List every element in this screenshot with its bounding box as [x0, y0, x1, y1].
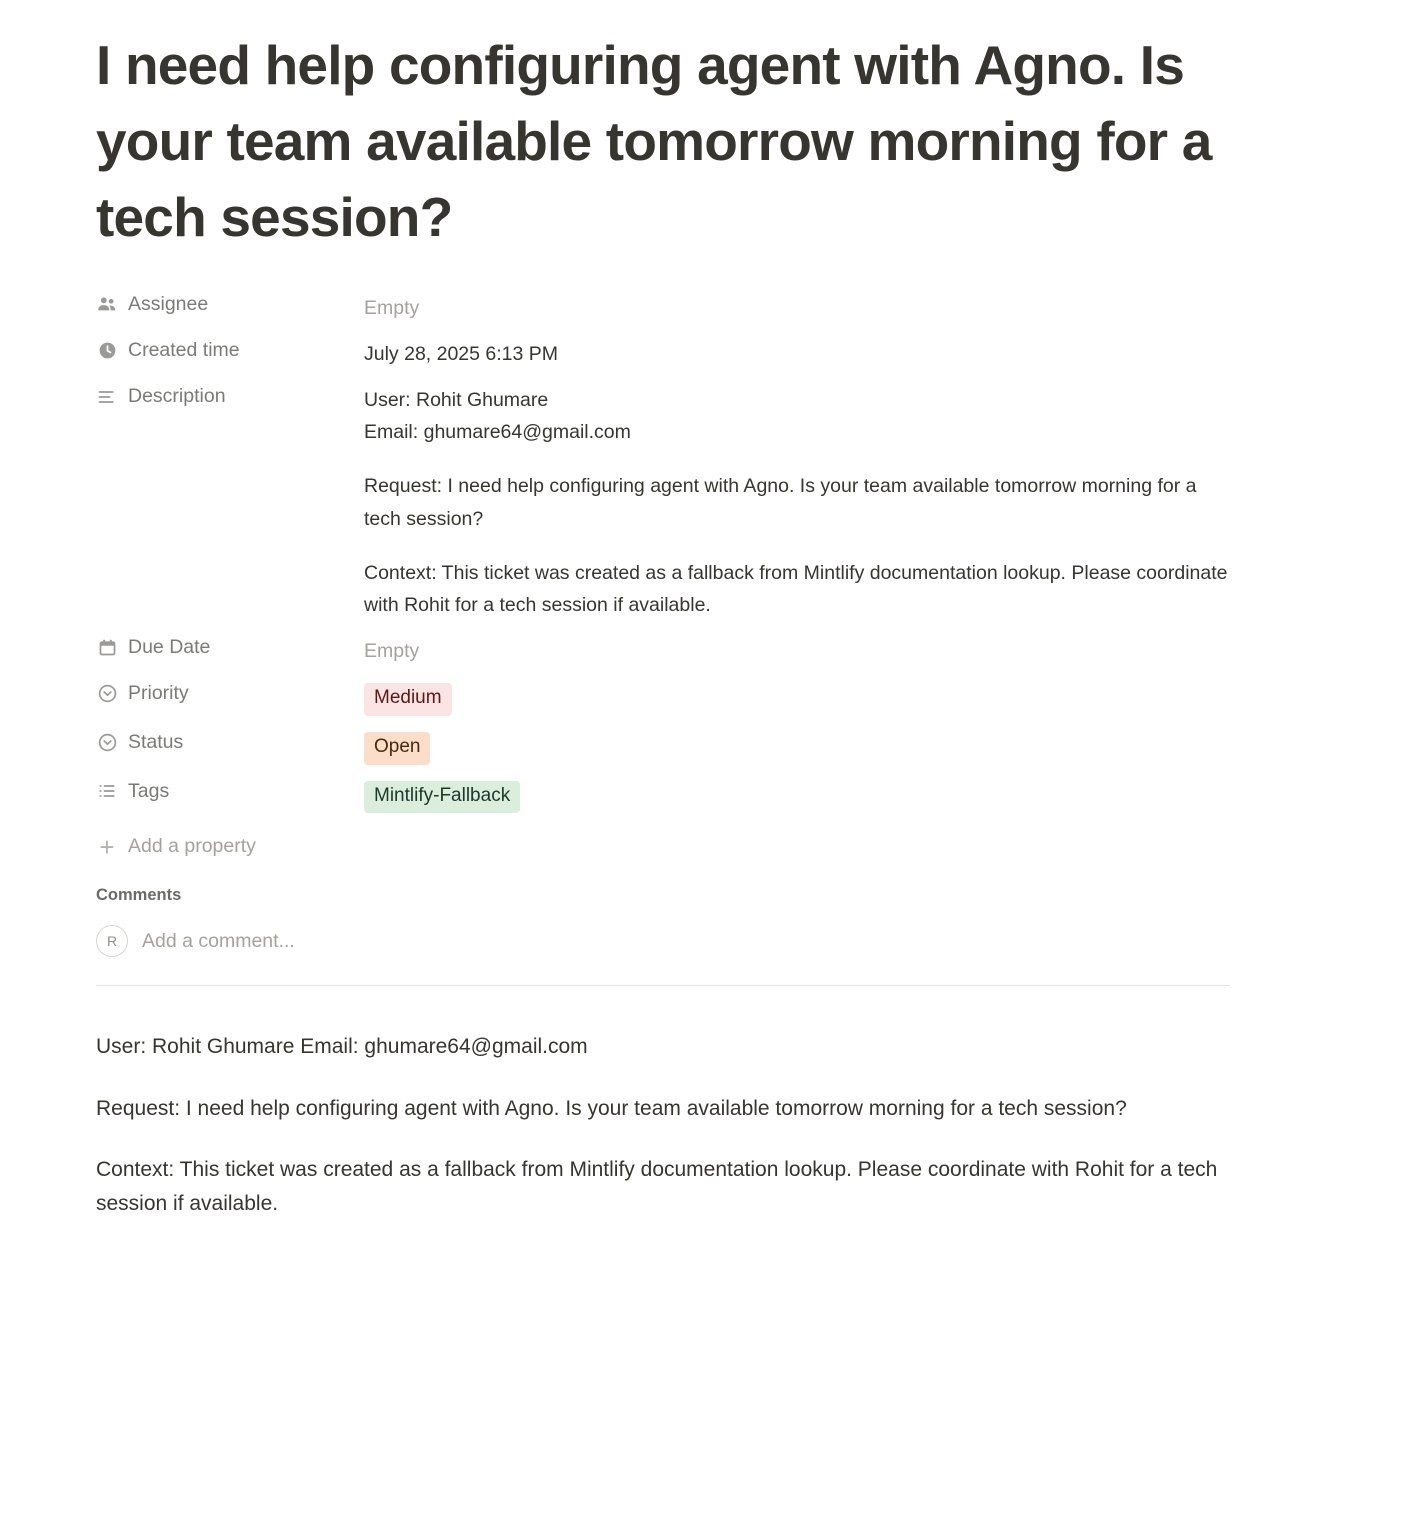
property-label-due-date — [96, 633, 364, 659]
property-label-text: Created time — [128, 338, 240, 361]
property-label-text: Assignee — [128, 292, 209, 315]
property-label-status — [96, 728, 364, 754]
property-value-description[interactable] — [364, 382, 1320, 621]
tag-badge[interactable]: Mintlify-Fallback — [364, 781, 520, 814]
description-context: Context: This ticket was created as a fallback from Mintlify documentation lookup. Please coordinate with Rohit for a tech session if available. — [364, 561, 1228, 616]
property-row-priority[interactable] — [96, 679, 1320, 716]
property-label-created-time — [96, 336, 364, 362]
property-list — [96, 290, 1320, 814]
body-email-line: Email: ghumare64@gmail.com — [300, 1035, 588, 1059]
property-value-created-time[interactable]: July 28, 2025 6:13 PM — [364, 342, 559, 365]
property-value-status[interactable] — [364, 728, 1320, 765]
property-row-assignee[interactable] — [96, 290, 1320, 324]
property-row-created-time[interactable] — [96, 336, 1320, 370]
body-context: Context: This ticket was created as a fallback from Mintlify documentation lookup. Please coordinate with Rohit for a tech session if available. — [96, 1158, 1218, 1216]
add-comment-row[interactable] — [96, 919, 1320, 967]
add-property-button[interactable] — [96, 831, 1320, 862]
clock-icon — [96, 339, 118, 361]
add-property-label: Add a property — [128, 835, 256, 858]
property-row-description[interactable] — [96, 382, 1320, 621]
status-badge[interactable]: Open — [364, 732, 430, 765]
divider — [96, 985, 1230, 986]
plus-icon: + — [99, 831, 115, 862]
property-label-tags — [96, 777, 364, 803]
property-value-assignee[interactable]: Empty — [364, 296, 420, 319]
description-request: Request: I need help configuring agent with Agno. Is your team available tomorrow morning for a tech session? — [364, 475, 1197, 530]
property-value-priority[interactable] — [364, 679, 1320, 716]
property-value-due-date[interactable]: Empty — [364, 640, 420, 663]
page-title: I need help configuring agent with Agno. Is your team available tomorrow morning for a tech session? — [96, 34, 1212, 248]
avatar: R — [96, 925, 128, 957]
property-label-assignee — [96, 290, 364, 316]
property-label-text: Tags — [128, 779, 170, 802]
property-row-status[interactable] — [96, 728, 1320, 765]
body-user-line: User: Rohit Ghumare — [96, 1035, 295, 1059]
description-user-line: User: Rohit Ghumare — [364, 389, 549, 412]
people-icon — [96, 293, 118, 315]
property-row-due-date[interactable] — [96, 633, 1320, 667]
calendar-icon — [96, 637, 118, 659]
list-icon — [96, 780, 118, 802]
property-label-priority — [96, 679, 364, 705]
page-body[interactable] — [96, 1030, 1320, 1220]
select-icon — [96, 683, 118, 705]
property-value-tags[interactable] — [364, 777, 1320, 814]
comments-heading: Comments — [96, 886, 182, 905]
description-user-block — [364, 384, 1234, 448]
property-label-text: Description — [128, 385, 226, 408]
property-label-text: Priority — [128, 682, 189, 705]
property-row-tags[interactable] — [96, 777, 1320, 814]
property-label-description — [96, 382, 364, 408]
description-email-line: Email: ghumare64@gmail.com — [364, 421, 631, 444]
property-label-text: Due Date — [128, 636, 211, 659]
select-icon — [96, 731, 118, 753]
body-request: Request: I need help configuring agent with Agno. Is your team available tomorrow morning for a tech session? — [96, 1096, 1127, 1120]
comment-input[interactable]: Add a comment... — [142, 929, 295, 952]
text-lines-icon — [96, 386, 118, 408]
priority-badge[interactable]: Medium — [364, 683, 452, 716]
property-label-text: Status — [128, 730, 184, 753]
body-user-block — [96, 1030, 1226, 1064]
